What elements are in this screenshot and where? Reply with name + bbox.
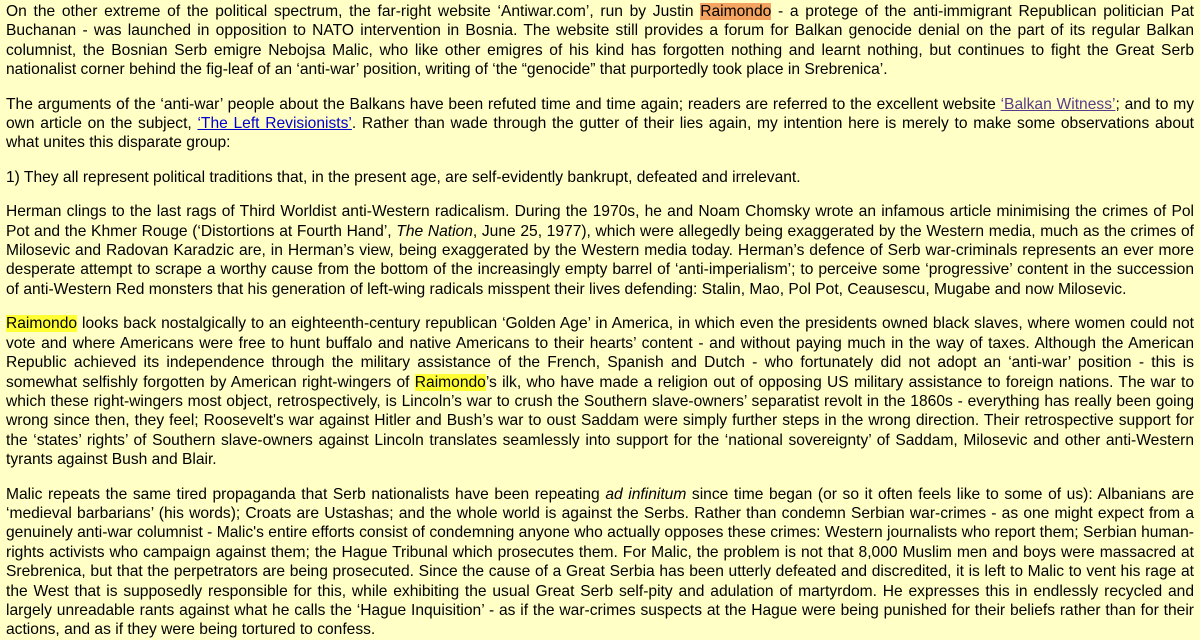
link-left-revisionists[interactable]: ‘The Left Revisionists’ (197, 115, 352, 133)
paragraph-herman (6, 202, 1194, 299)
search-highlight: Raimondo (6, 315, 78, 333)
italic-phrase: ad infinitum (605, 485, 687, 503)
paragraph-malic (6, 485, 1194, 640)
paragraph-raimondo (6, 314, 1194, 469)
text-run: Herman clings to the last rags of Third Worldist anti-Western radicalism. During the 1970s, he and Noam Chomsky wrote an infamous article minimising the crimes of Pol Pot and the Khmer Rouge (‘Distortions at Fourth Hand’, (6, 203, 1194, 240)
text-run: On the other extreme of the political spectrum, the far-right website ‘Antiwar.com’, run by Justin (6, 3, 701, 20)
text-run: - a protege of the anti-immigrant Republican politician Pat Buchanan - was launched in opposition to NATO intervention in Bosnia. The website still provides a forum for Balkan genocide denial on the part of its regular Balkan columnist, the Bosnian Serb emigre Nebojsa Malic, who like other emigres of his kind has forgotten nothing and learnt nothing, but continues to fight the Great Serb nationalist corner behind the fig-leaf of an ‘anti-war’ position, writing of ‘the “genocide” that purportedly took place in Srebrenica’. (6, 3, 1194, 79)
text-run: ’s ilk, who have made a religion out of opposing US military assistance to foreign nations. The war to which these right-wingers most object, retrospectively, is Lincoln’s war to crush the Southern slave-owners’ separatist revolt in the 1860s - everything has really been going wrong since then, they feel; Roosevelt's war against Hitler and Bush’s war to oust Saddam were simply further steps in the wrong direction. Their retrospective support for the ‘states’ rights’ of Southern slave-owners against Lincoln translates seamlessly into support for the ‘national sovereignty’ of Saddam, Milosevic and other anti-Western tyrants against Bush and Blair. (6, 373, 1194, 469)
text-run: since time began (or so it often feels like to some of us): Albanians are ‘medieval barbarians’ (his words); Croats are Ustashas; and the whole world is against the Serbs. Rather than condemn Serbian war-crimes - as one might expect from a genuinely anti-war columnist - Malic's entire efforts consist of condemning anyone who actually opposes these crimes: Western journalists who report them; Serbian human-rights activists who campaign against them; the Hague Tribunal which prosecutes them. For Malic, the problem is not that 8,000 Muslim men and boys were massacred at Srebrenica, but that the perpetrators are being prosecuted. Since the cause of a Great Serbia has been utterly defeated and discredited, it is left to Malic to vent his rage at the West that is supposedly responsible for this, while exhibiting the usual Great Serb self-pity and adulation of martyrdom. He expresses this in endlessly recycled and largely unreadable rants against what he calls the ‘Hague Inquisition’ - as if the war-crimes suspects at the Hague were being punished for their beliefs rather than for their actions, and as if they were being tortured to confess. (6, 485, 1194, 639)
link-balkan-witness[interactable]: ‘Balkan Witness’ (1000, 95, 1116, 113)
search-highlight: Raimondo (414, 373, 486, 391)
paragraph-arguments (6, 95, 1194, 153)
search-highlight-current: Raimondo (700, 3, 772, 20)
text-run: ; and to my own article on the subject, (6, 95, 1195, 133)
text-run: , June 25, 1977), which were allegedly being exaggerated by the Western media, much as the crimes of Milosevic and Radovan Karadzic are, in Herman’s view, being exaggerated by the Western media today. Herman’s defence of Serb war-criminals represents an ever more desperate attempt to scrape a worthy cause from the bottom of the increasingly empty barrel of ‘anti-imperialism’; to perceive some ‘progressive’ content in the succession of anti-Western Red monsters that his generation of left-wing radicals misspent their lives defending: Stalin, Mao, Pol Pot, Ceausescu, Mugabe and now Milosevic. (6, 222, 1194, 298)
paragraph-point-one: 1) They all represent political traditions that, in the present age, are self-evidently bankrupt, defeated and irrelevant. (6, 168, 801, 186)
italic-publication: The Nation (396, 222, 473, 240)
text-run: Malic repeats the same tired propaganda that Serb nationalists have been repeating (6, 485, 606, 503)
paragraph-antiwar-intro (6, 2, 1194, 80)
text-run: The arguments of the ‘anti-war’ people about the Balkans have been refuted time and time again; readers are referred to the excellent website (6, 95, 1001, 113)
text-run: . Rather than wade through the gutter of their lies again, my intention here is merely to make some observations about what unites this disparate group: (6, 115, 1194, 152)
text-run: looks back nostalgically to an eighteenth-century republican ‘Golden Age’ in America, in which even the presidents owned black slaves, where women could not vote and where Americans were free to hunt buffalo and native Americans to their hearts’ content - and without paying much in the way of taxes. Although the American Republic achieved its independence through the military assistance of the French, Spanish and Dutch - who fortunately did not adopt an ‘anti-war’ position - this is somewhat selfishly forgotten by American right-wingers of (6, 315, 1194, 391)
